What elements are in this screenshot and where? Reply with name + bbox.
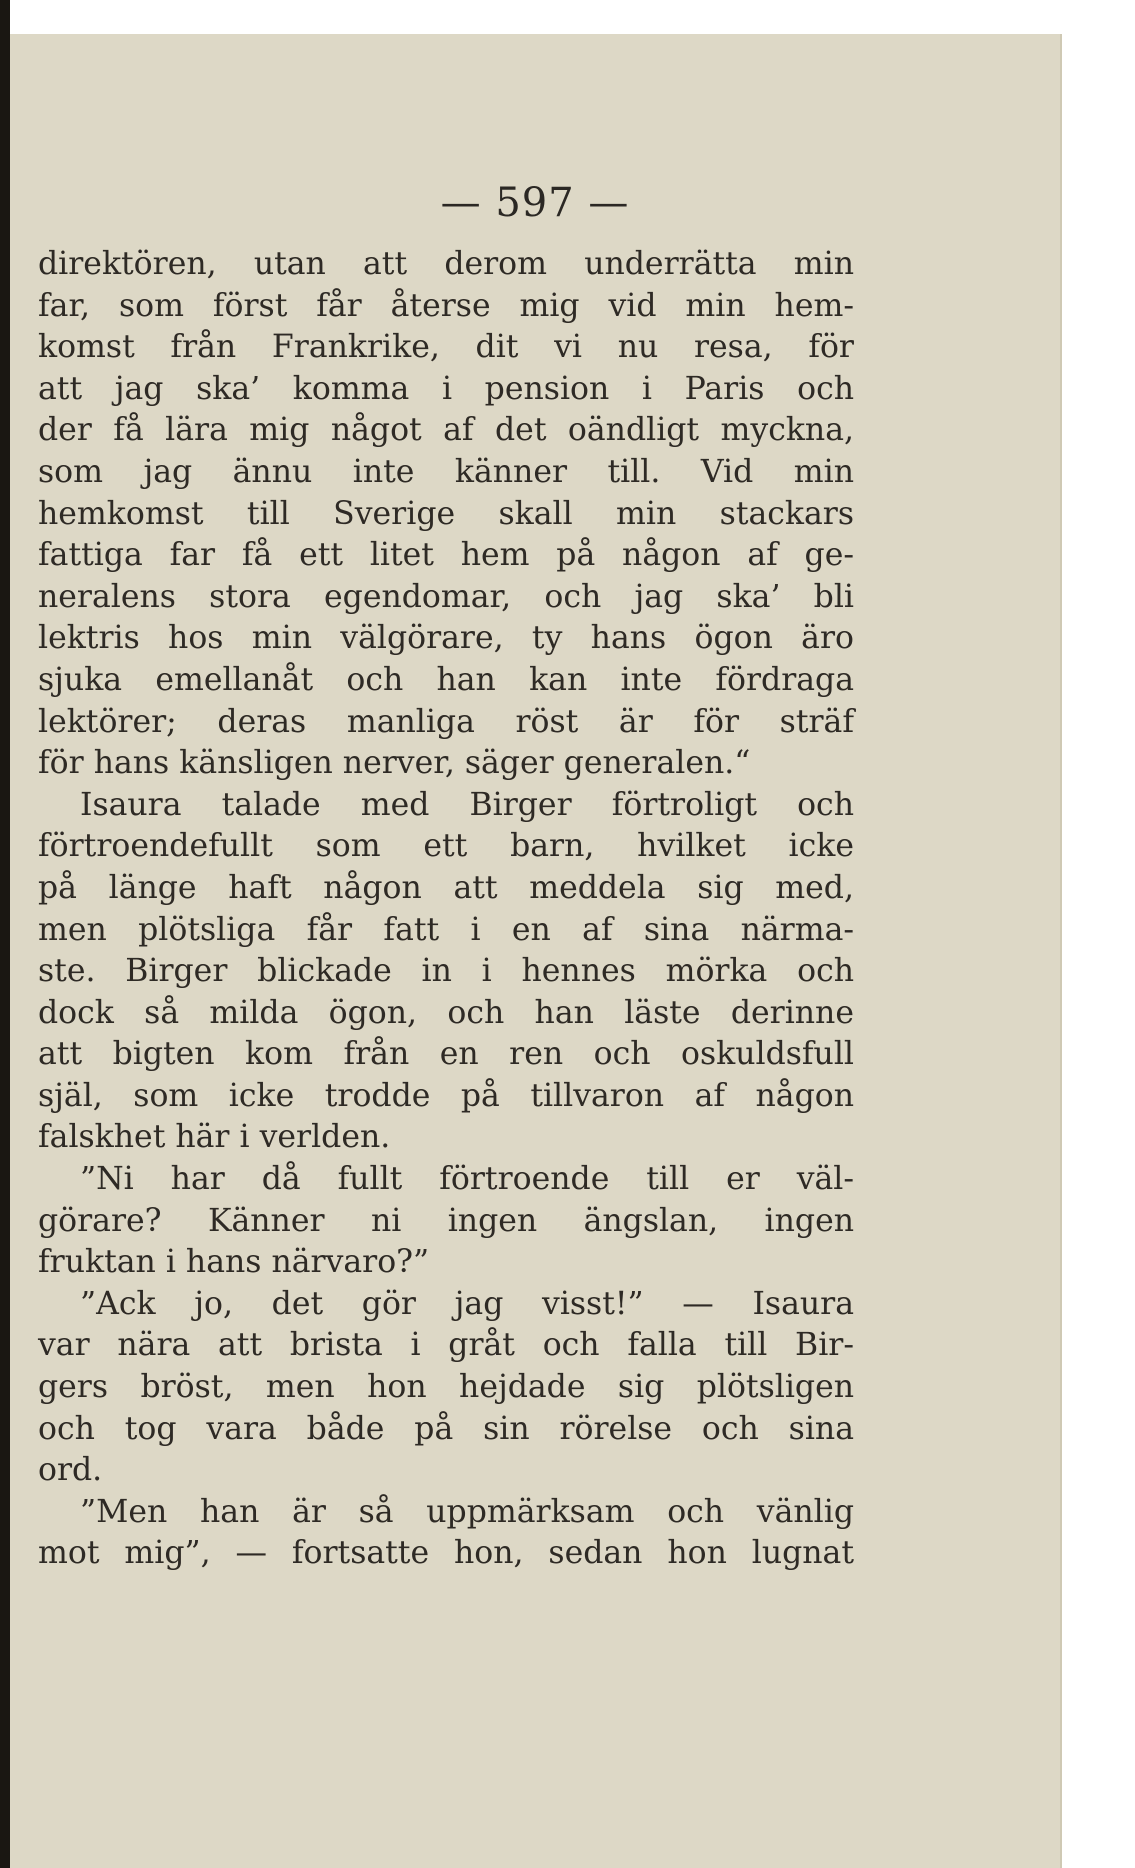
text-line: ”Ni har då fullt förtroende till er väl- [80, 1161, 854, 1198]
text-line: för hans känsligen nerver, säger generalen.“ [38, 745, 751, 782]
text-line: fattiga far få ett litet hem på någon af ge- [38, 537, 854, 574]
binding-edge [0, 0, 10, 1868]
text-line: der få lära mig något af det oändligt myckna, [38, 412, 854, 449]
text-line: att jag ska’ komma i pension i Paris och [38, 370, 854, 407]
text-line: och tog vara både på sin rörelse och sina [38, 1410, 854, 1447]
text-line: gers bröst, men hon hejdade sig plötsligen [38, 1369, 854, 1406]
text-line: neralens stora egendomar, och jag ska’ bli [38, 578, 854, 615]
text-line: att bigten kom från en ren och oskuldsfull [38, 1036, 854, 1073]
text-line: far, som först får återse mig vid min hem- [38, 287, 854, 324]
text-line: ste. Birger blickade in i hennes mörka och [38, 953, 854, 990]
text-line: var nära att brista i gråt och falla till Bir- [38, 1327, 854, 1364]
text-line: mot mig”, — fortsatte hon, sedan hon lugnat [38, 1535, 854, 1572]
body-text [38, 244, 854, 1575]
text-line: som jag ännu inte känner till. Vid min [38, 453, 854, 490]
text-line: direktören, utan att derom underrätta min [38, 246, 854, 282]
text-line: falskhet här i verlden. [38, 1119, 391, 1156]
text-line: på länge haft någon att meddela sig med, [38, 869, 854, 906]
text-line: fruktan i hans närvaro?” [38, 1244, 430, 1281]
text-line: lektörer; deras manliga röst är för sträf [38, 703, 854, 740]
text-line: Isaura talade med Birger förtroligt och [80, 786, 854, 823]
text-line: görare? Känner ni ingen ängslan, ingen [38, 1202, 854, 1239]
text-line: förtroendefullt som ett barn, hvilket icke [38, 828, 854, 865]
text-line: ”Men han är så uppmärksam och vänlig [80, 1493, 854, 1530]
text-line: lektris hos min välgörare, ty hans ögon äro [38, 620, 854, 657]
text-line: själ, som icke trodde på tillvaron af någon [38, 1077, 854, 1114]
text-line: hemkomst till Sverige skall min stackars [38, 495, 854, 532]
page-number: — 597 — [440, 180, 630, 226]
text-line: men plötsliga får fatt i en af sina närma- [38, 911, 854, 948]
text-line: ”Ack jo, det gör jag visst!” — Isaura [80, 1285, 854, 1322]
text-line: ord. [38, 1452, 103, 1489]
text-line: komst från Frankrike, dit vi nu resa, för [38, 329, 854, 366]
text-line: dock så milda ögon, och han läste derinne [38, 994, 854, 1031]
book-page [10, 34, 1062, 1868]
text-line: sjuka emellanåt och han kan inte fördraga [38, 661, 854, 698]
